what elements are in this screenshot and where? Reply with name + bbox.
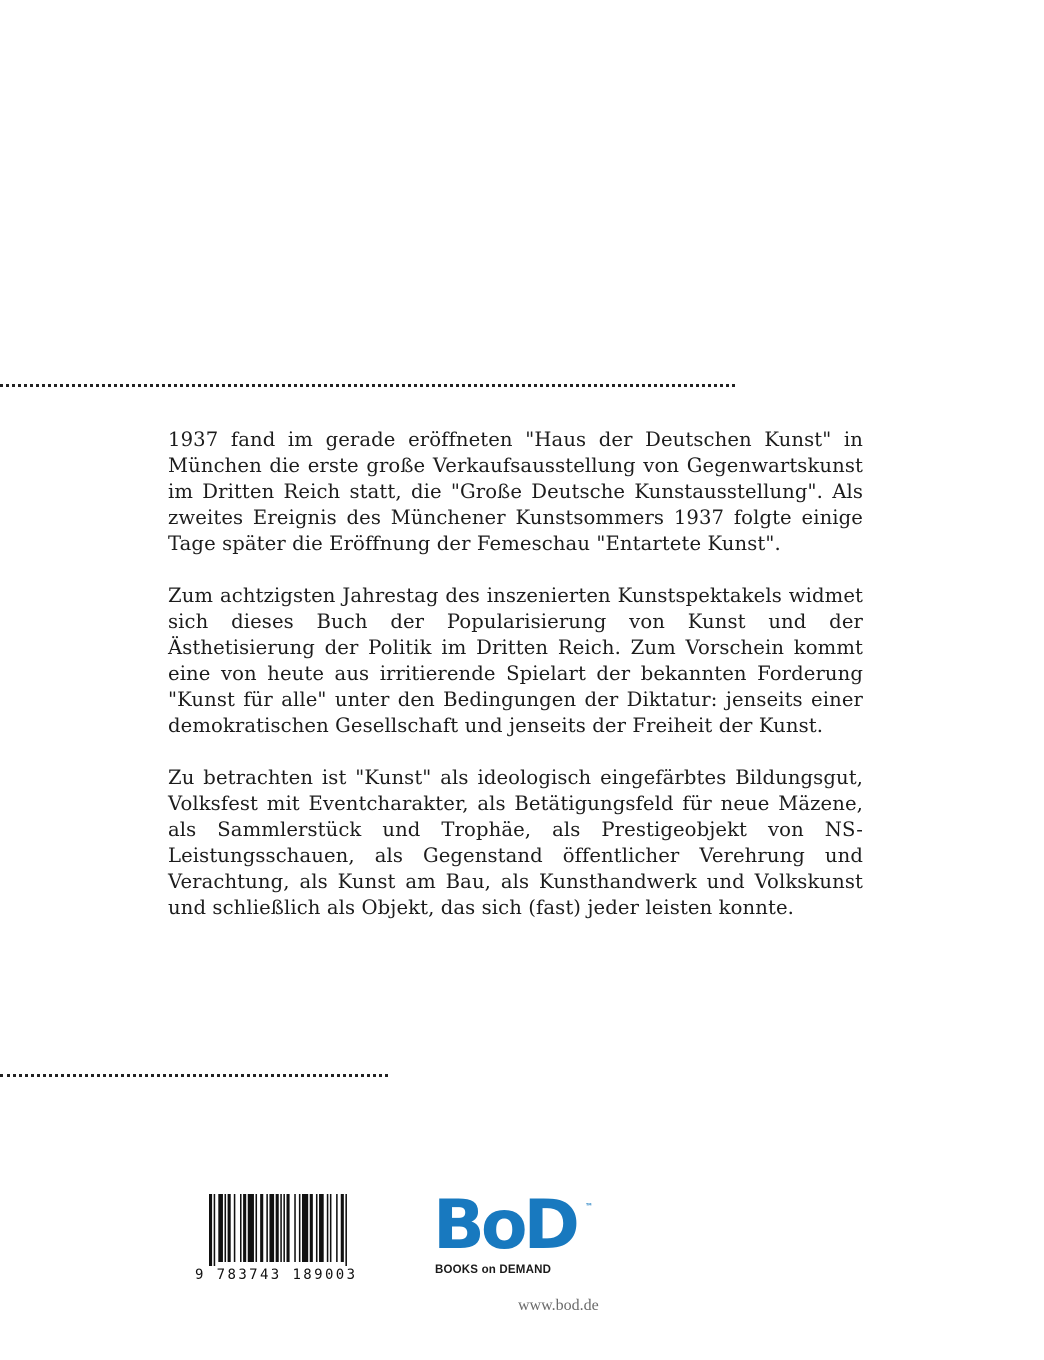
barcode-bar xyxy=(345,1194,347,1266)
barcode-bar xyxy=(294,1194,296,1262)
isbn-barcode-digits: 9 783743 189003 xyxy=(195,1267,358,1283)
barcode-bar xyxy=(319,1194,324,1262)
bod-publisher-logo xyxy=(433,1186,603,1285)
barcode-bar xyxy=(218,1194,223,1262)
blurb-paragraph-2: Zum achtzigsten Jahrestag des inszenierten Kunstspektakels widmet sich dieses Buch der Popularisierung von Kunst und der Ästhetisierung der Politik im Dritten Reich. Zum Vorschein kommt eine von heute aus irritierende Spielart der bekannten Forderung "Kunst für alle" unter den Bedingungen der Diktatur: jenseits einer demokratischen Gesellschaft und jenseits der Freiheit der Kunst. xyxy=(168,584,863,737)
barcode-bar xyxy=(336,1194,338,1262)
top-dotted-divider xyxy=(0,384,735,387)
barcode-bar xyxy=(302,1194,308,1262)
barcode-bar xyxy=(276,1194,279,1262)
bod-wordmark: BoD xyxy=(433,1186,576,1265)
publisher-website: www.bod.de xyxy=(518,1297,599,1314)
barcode-bar xyxy=(214,1194,216,1266)
barcode-bar xyxy=(310,1194,313,1262)
barcode-bar xyxy=(330,1194,332,1262)
bod-tagline: BOOKS on DEMAND xyxy=(435,1264,552,1276)
barcode-bar xyxy=(287,1194,290,1262)
back-cover-blurb xyxy=(168,427,863,921)
barcode-bar xyxy=(228,1194,231,1262)
barcode-bar xyxy=(280,1194,282,1262)
barcode-bar xyxy=(283,1194,285,1262)
barcode-bar xyxy=(256,1194,258,1262)
barcode-bar xyxy=(260,1194,263,1262)
bottom-dotted-divider xyxy=(0,1074,388,1077)
barcode-bar xyxy=(243,1194,246,1262)
barcode-bar xyxy=(316,1194,318,1262)
barcode-bar xyxy=(240,1194,242,1262)
barcode-bar xyxy=(248,1194,254,1262)
blurb-paragraph-3: Zu betrachten ist "Kunst" als ideologisch eingefärbtes Bildungsgut, Volksfest mit Eventcharakter, als Betätigungsfeld für neue Mäzene, als Sammlerstück und Trophäe, als Prestigeobjekt von NS-Leistungsschauen, als Gegenstand öffentlicher Verehrung und Verachtung, als Kunst am Bau, als Kunsthandwerk und Volkskunst und schließlich als Objekt, das sich (fast) jeder leisten konnte. xyxy=(168,766,863,919)
blurb-paragraph-1: 1937 fand im gerade eröffneten "Haus der Deutschen Kunst" in München die erste große Verkaufsausstellung von Gegenwartskunst im Dritten Reich statt, die "Große Deutsche Kunstausstellung". Als zweites Ereignis des Münchener Kunstsommers 1937 folgte einige Tage später die Eröffnung der Femeschau "Entartete Kunst". xyxy=(168,428,863,555)
barcode-bar xyxy=(341,1194,344,1262)
barcode-bar xyxy=(266,1194,268,1262)
trademark-symbol: ™ xyxy=(585,1202,593,1211)
isbn-barcode xyxy=(195,1194,390,1284)
barcode-bar xyxy=(209,1194,212,1266)
barcode-bar xyxy=(327,1194,329,1262)
barcode-bar xyxy=(269,1194,274,1262)
barcode-bar xyxy=(234,1194,236,1262)
barcode-bar xyxy=(299,1194,301,1262)
barcode-bar xyxy=(225,1194,227,1262)
barcode-bars-icon xyxy=(195,1194,390,1266)
